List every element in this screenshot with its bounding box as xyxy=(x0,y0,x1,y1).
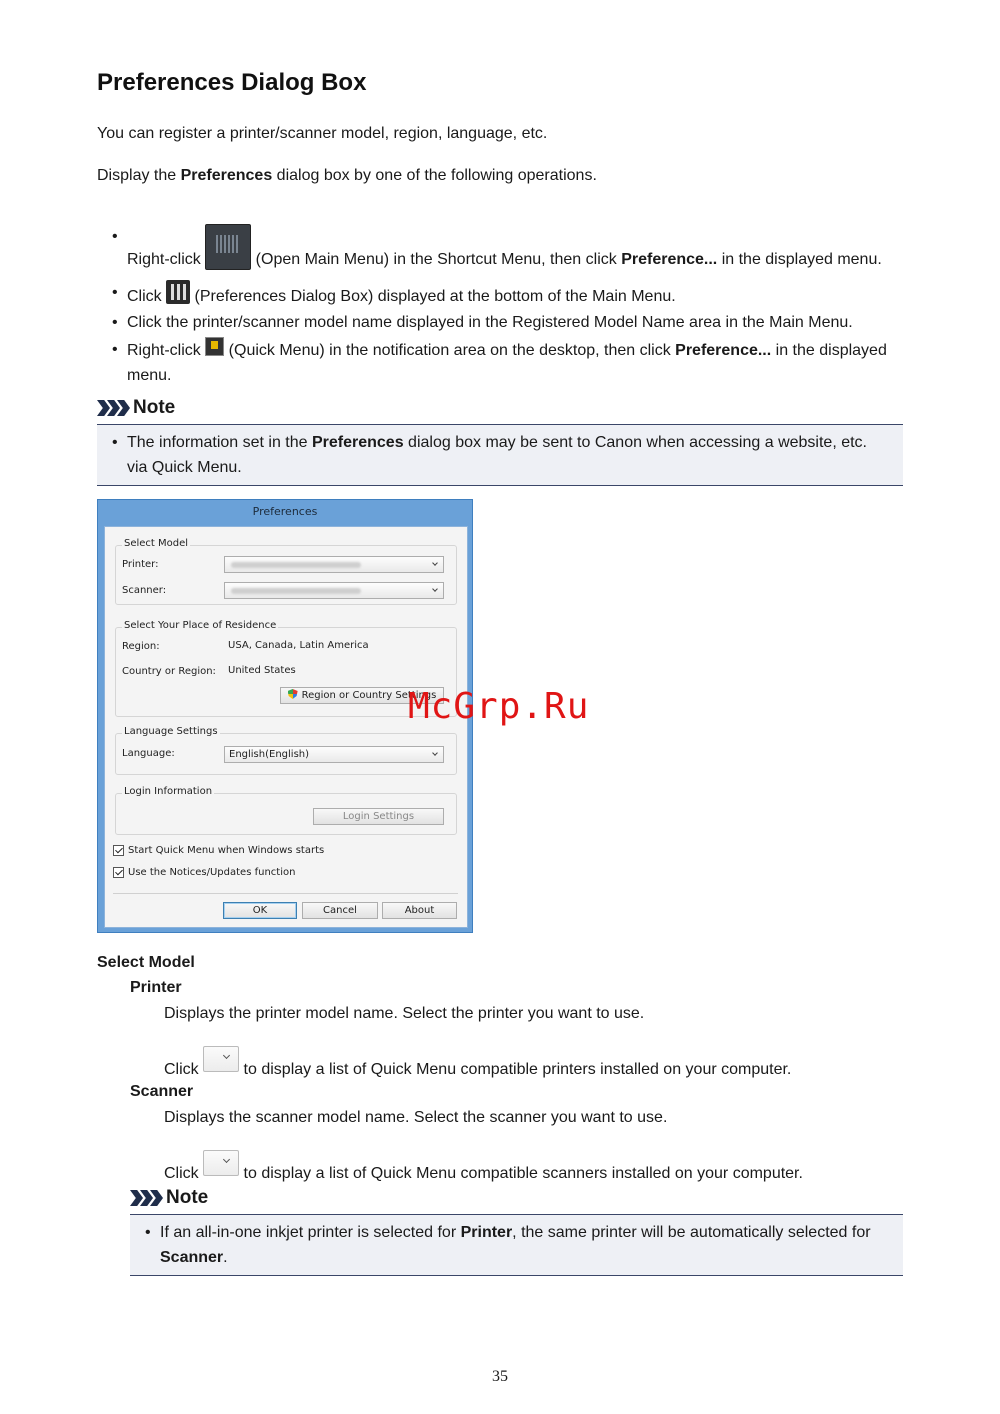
op1-bold: Preference... xyxy=(621,251,718,268)
display-instruction xyxy=(97,163,597,188)
operations-list xyxy=(112,224,912,388)
main-menu-icon xyxy=(205,224,251,270)
note-box xyxy=(97,424,903,486)
start-quick-menu-label: Start Quick Menu when Windows starts xyxy=(128,845,325,856)
page-title: Preferences Dialog Box xyxy=(97,69,367,96)
about-button[interactable]: About xyxy=(382,902,457,919)
printer-select[interactable] xyxy=(224,556,444,573)
page-number: 35 xyxy=(492,1368,508,1385)
dialog-title: Preferences xyxy=(252,505,318,518)
note1-post: dialog box may be sent to Canon when accessing a website, etc. via Quick Menu. xyxy=(127,434,867,476)
language-select[interactable]: English(English) xyxy=(224,746,444,763)
note2-pre: If an all-in-one inkjet printer is selected for xyxy=(160,1224,461,1241)
login-group xyxy=(115,786,457,835)
dialog-body xyxy=(104,526,468,928)
display-bold: Preferences xyxy=(180,167,273,184)
region-value: USA, Canada, Latin America xyxy=(228,640,369,651)
list-item xyxy=(112,280,912,309)
op4-pre: Right-click xyxy=(127,342,206,359)
note-heading xyxy=(130,1187,208,1209)
printer-heading: Printer xyxy=(130,979,182,996)
login-settings-button[interactable]: Login Settings xyxy=(313,808,444,825)
printer-click-post: to display a list of Quick Menu compatible printers installed on your computer. xyxy=(239,1061,792,1078)
op2-pre: Click xyxy=(127,288,167,305)
region-label: Region: xyxy=(122,641,160,652)
dialog-separator xyxy=(113,893,458,894)
country-value: United States xyxy=(228,665,296,676)
login-group-label: Login Information xyxy=(124,786,213,797)
printer-click-text xyxy=(164,1046,791,1082)
printer-description: Displays the printer model name. Select the printer you want to use. xyxy=(164,1005,645,1022)
intro-text: You can register a printer/scanner model, region, language, etc. xyxy=(97,125,548,142)
note-title: Note xyxy=(166,1187,209,1208)
dropdown-arrow-icon xyxy=(203,1046,239,1072)
scanner-description: Displays the scanner model name. Select the scanner you want to use. xyxy=(164,1109,668,1126)
op4-post: in the displayed menu. xyxy=(127,342,887,384)
note1-pre: The information set in the xyxy=(127,434,312,451)
language-group xyxy=(115,726,457,775)
printer-label: Printer: xyxy=(122,559,159,570)
note-chevron-icon xyxy=(97,400,127,416)
note-chevron-icon xyxy=(130,1190,160,1206)
note-item xyxy=(112,430,882,480)
ok-button[interactable]: OK xyxy=(223,902,297,919)
note1-bold: Preferences xyxy=(311,434,404,451)
list-item xyxy=(112,337,912,388)
residence-label: Select Your Place of Residence xyxy=(124,620,277,631)
select-model-group xyxy=(115,538,457,605)
scanner-click-text xyxy=(164,1150,803,1186)
display-post: dialog box by one of the following operations. xyxy=(272,167,597,184)
language-group-label: Language Settings xyxy=(124,726,218,737)
scanner-select[interactable] xyxy=(224,582,444,599)
op3-text: Click the printer/scanner model name displayed in the Registered Model Name area in the Main Menu. xyxy=(127,314,853,331)
op1-post: in the displayed menu. xyxy=(717,251,882,268)
watermark: McGrp.Ru xyxy=(408,686,590,727)
list-item xyxy=(112,310,912,335)
scanner-click-pre: Click xyxy=(164,1165,204,1182)
op4-mid: (Quick Menu) in the notification area on the desktop, then click xyxy=(224,342,676,359)
residence-group xyxy=(115,620,457,717)
cancel-button[interactable]: Cancel xyxy=(302,902,378,919)
preferences-icon xyxy=(166,280,190,304)
op4-bold: Preference... xyxy=(675,342,772,359)
list-item xyxy=(112,224,912,272)
note2-post: . xyxy=(223,1249,228,1266)
note-box xyxy=(130,1214,903,1276)
select-model-heading: Select Model xyxy=(97,954,195,971)
printer-click-pre: Click xyxy=(164,1061,204,1078)
note-heading xyxy=(97,397,175,419)
quick-menu-icon xyxy=(205,337,224,356)
op1-pre: Right-click xyxy=(127,251,206,268)
note-title: Note xyxy=(133,397,176,418)
op1-mid: (Open Main Menu) in the Shortcut Menu, then click xyxy=(251,251,622,268)
language-label: Language: xyxy=(122,748,175,759)
display-pre: Display the xyxy=(97,167,181,184)
op2-mid: (Preferences Dialog Box) displayed at the bottom of the Main Menu. xyxy=(190,288,676,305)
region-btn-label: Region or Country Settings xyxy=(301,690,437,701)
note2-bold1: Printer xyxy=(460,1224,513,1241)
dropdown-arrow-icon xyxy=(203,1150,239,1176)
notices-updates-checkbox[interactable] xyxy=(113,867,124,878)
start-quick-menu-checkbox[interactable] xyxy=(113,845,124,856)
notices-updates-label: Use the Notices/Updates function xyxy=(128,867,296,878)
scanner-label: Scanner: xyxy=(122,585,167,596)
shield-icon xyxy=(288,689,298,699)
scanner-heading: Scanner xyxy=(130,1083,194,1100)
select-model-label: Select Model xyxy=(124,538,189,549)
note2-mid: , the same printer will be automatically selected for xyxy=(512,1224,871,1241)
country-label: Country or Region: xyxy=(122,666,216,677)
note2-bold2: Scanner xyxy=(160,1249,224,1266)
note-item xyxy=(145,1220,890,1270)
scanner-click-post: to display a list of Quick Menu compatible scanners installed on your computer. xyxy=(239,1165,803,1182)
